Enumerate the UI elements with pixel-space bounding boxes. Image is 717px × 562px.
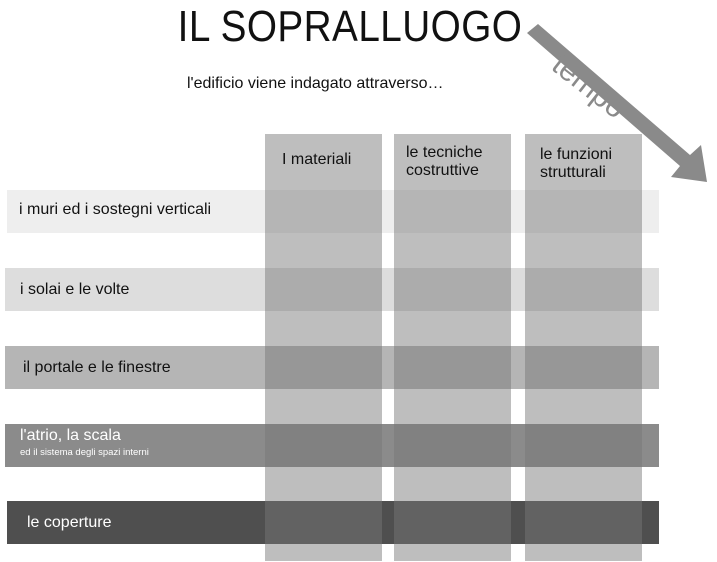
row-sublabel: ed il sistema degli spazi interni: [20, 447, 149, 458]
column-label: I materiali: [282, 151, 352, 168]
subtitle: l'edificio viene indagato attraverso…: [187, 75, 444, 92]
column-funzioni: [525, 134, 642, 561]
page-title: IL SOPRALLUOGO: [177, 2, 523, 51]
row-label: il portale e le finestre: [23, 359, 171, 376]
column-tecniche: [394, 134, 511, 561]
column-materiali: [265, 134, 382, 561]
row-label: l'atrio, la scala: [20, 427, 121, 444]
column-label: le tecniche costruttive: [406, 144, 483, 179]
row-label: le coperture: [27, 514, 112, 531]
row-label: i solai e le volte: [20, 281, 130, 298]
time-arrow-label: tempo: [545, 48, 632, 126]
row-label: i muri ed i sostegni verticali: [19, 201, 212, 218]
column-label: le funzioni strutturali: [540, 146, 613, 181]
